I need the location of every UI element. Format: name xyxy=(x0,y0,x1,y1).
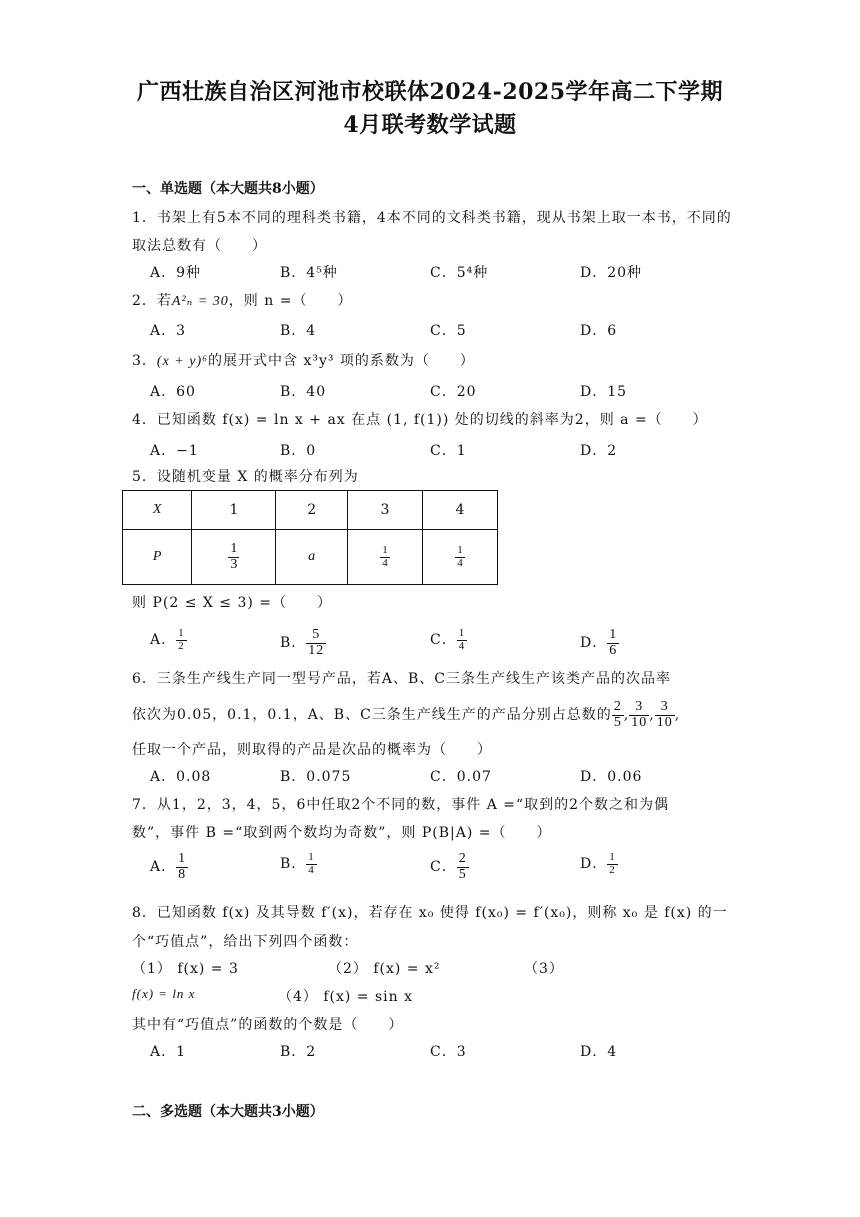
table-header-cell: 1 xyxy=(192,491,276,530)
option-c: C．0.07 xyxy=(430,769,492,785)
option-a: A．9种 xyxy=(150,265,202,281)
question-2-options xyxy=(150,320,710,344)
option-b: B．0 xyxy=(280,443,317,459)
option-b: B．40 xyxy=(280,384,327,400)
function-3: f(x) = ln x xyxy=(132,986,196,1001)
option-a: A．1 xyxy=(150,1044,187,1060)
option-c: C．5⁴种 xyxy=(430,265,489,281)
question-7-line1: 7．从1，2，3，4，5，6中任取2个不同的数，事件 A =“取到的2个数之和为偶 xyxy=(132,797,670,813)
question-2-text: 2．若A²ₙ = 30，则 n =（ ） xyxy=(132,293,353,309)
option-b: B． $\frac{5}{12}$ xyxy=(280,627,325,658)
table-header-cell: 2 xyxy=(276,491,348,530)
option-b: B．0.075 xyxy=(280,769,352,785)
option-d: D．6 xyxy=(580,323,618,339)
section1-heading: 一、单选题（本大题共8小题） xyxy=(132,181,324,197)
option-d: D．20种 xyxy=(580,265,643,281)
option-b: B． $\frac{1}{4}$ xyxy=(280,851,315,876)
function-2: （2） f(x) = x² xyxy=(328,961,441,977)
section2-heading: 二、多选题（本大题共3小题） xyxy=(132,1104,324,1120)
question-4-options xyxy=(150,440,710,464)
option-c: C．20 xyxy=(430,384,477,400)
function-3-label: （3） xyxy=(524,961,564,977)
table-header-cell: X xyxy=(123,491,192,530)
question-8-options xyxy=(150,1041,710,1065)
option-d: D．15 xyxy=(580,384,628,400)
option-c: C．1 xyxy=(430,443,467,459)
option-c: C． $\frac{2}{5}$ xyxy=(430,851,467,882)
question-8-line3: 其中有“巧值点”的函数的个数是（ ） xyxy=(132,1017,404,1033)
question-3-options xyxy=(150,381,710,405)
option-a: A．3 xyxy=(150,323,187,339)
option-b: B．4 xyxy=(280,323,317,339)
function-4: （4） f(x) = sin x xyxy=(278,989,414,1005)
option-d: D．4 xyxy=(580,1044,618,1060)
question-8-line2: 个“巧值点”，给出下列四个函数： xyxy=(132,934,359,950)
question-8-line1: 8．已知函数 f(x) 及其导数 f′(x)，若存在 x₀ 使得 f(x₀) = f′(x₀)，则称 x₀ 是 f(x) 的一 xyxy=(132,905,728,921)
option-c: C．3 xyxy=(430,1044,467,1060)
question-3-text: 3．(x + y)⁶的展开式中含 x³y³ 项的系数为（ ） xyxy=(132,353,475,369)
question-6-line3: 任取一个产品，则取得的产品是次品的概率为（ ） xyxy=(132,742,492,758)
question-4-text: 4．已知函数 f(x) = ln x + ax 在点 (1, f(1)) 处的切线的斜率为2，则 a =（ ） xyxy=(132,412,708,428)
question-6-line1: 6．三条生产线生产同一型号产品，若A、B、C三条生产线生产该类产品的次品率 xyxy=(132,671,672,687)
function-1: （1） f(x) = 3 xyxy=(132,961,239,977)
question-5-options xyxy=(150,628,710,662)
table-p-cell: $\frac{1}{4}$ xyxy=(347,530,422,585)
question-5-text: 5．设随机变量 X 的概率分布列为 xyxy=(132,469,359,485)
option-d: D． $\frac{1}{2}$ xyxy=(580,851,616,876)
option-c: C．5 xyxy=(430,323,467,339)
option-a: A．60 xyxy=(150,384,196,400)
option-b: B．2 xyxy=(280,1044,317,1060)
question-7-line2: 数”，事件 B =“取到两个数均为奇数”，则 P(B|A) =（ ） xyxy=(132,825,552,841)
table-p-cell: $\frac{1}{4}$ xyxy=(422,530,497,585)
option-d: D． $\frac{1}{6}$ xyxy=(580,627,618,658)
table-header-cell: 4 xyxy=(422,491,497,530)
question-1-text: 1．书架上有5本不同的理科类书籍，4本不同的文科类书籍，现从书架上取一本书，不同的取法总数有（ ） xyxy=(132,210,732,254)
option-a: A． $\frac{1}{8}$ xyxy=(150,851,187,882)
option-a: A． $\frac{1}{2}$ xyxy=(150,627,185,652)
option-b: B．4⁵种 xyxy=(280,265,338,281)
probability-distribution-table xyxy=(122,490,498,585)
question-1-options xyxy=(150,262,710,286)
table-p-label: P xyxy=(123,530,192,585)
question-5-question: 则 P(2 ≤ X ≤ 3) =（ ） xyxy=(132,595,333,611)
exam-title-line2: 4月联考数学试题 xyxy=(343,112,517,138)
option-a: A．−1 xyxy=(150,443,199,459)
option-a: A．0.08 xyxy=(150,769,212,785)
option-d: D．2 xyxy=(580,443,618,459)
option-c: C． $\frac{1}{4}$ xyxy=(430,627,466,652)
option-d: D．0.06 xyxy=(580,769,643,785)
question-6-line2: 依次为0.05，0.1，0.1，A、B、C三条生产线生产的产品分别占总数的 $\frac{2}{5}$ , $\frac{3}{10}$ , $\frac{3}{10}$ , xyxy=(132,699,681,730)
table-p-cell: $\frac{1}{3}$ xyxy=(192,530,276,585)
question-6-options xyxy=(150,766,710,790)
question-7-options xyxy=(150,852,710,888)
table-p-cell: a xyxy=(276,530,348,585)
exam-title-line1: 广西壮族自治区河池市校联体2024-2025学年高二下学期 xyxy=(136,79,724,105)
table-header-cell: 3 xyxy=(347,491,422,530)
